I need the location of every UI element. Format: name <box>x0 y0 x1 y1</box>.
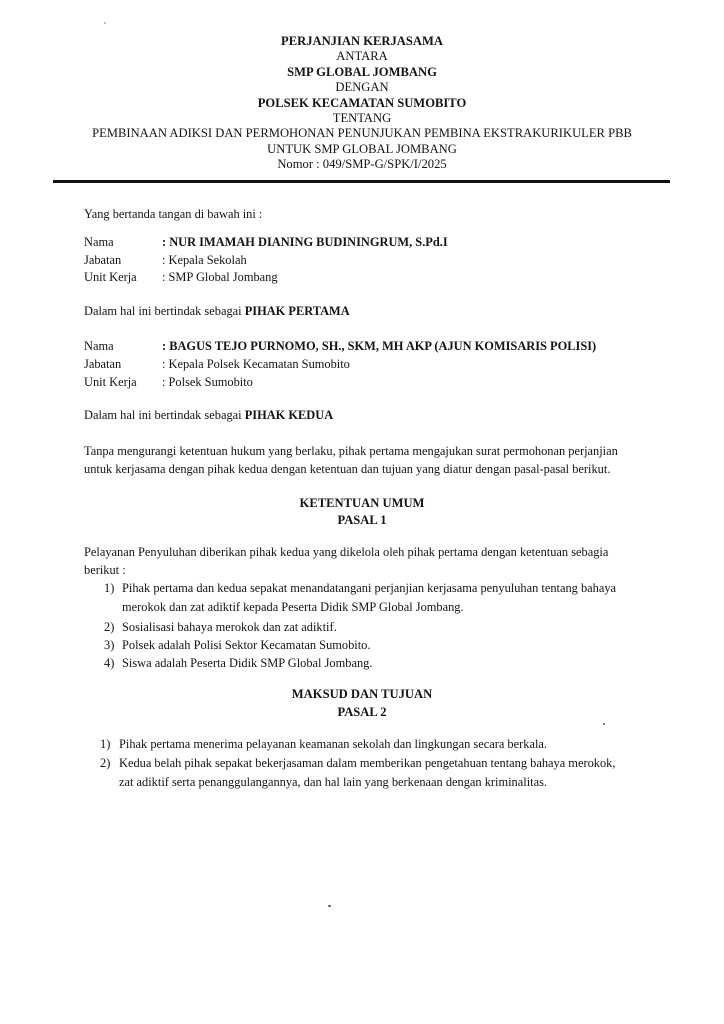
party2-name: : BAGUS TEJO PURNOMO, SH., SKM, MH AKP (AJUN KOMISARIS POLISI) <box>162 339 597 353</box>
party2-role <box>84 407 333 424</box>
list-number: 1) <box>100 737 111 751</box>
pasal2-title: MAKSUD DAN TUJUAN <box>291 687 433 701</box>
header-party-2: POLSEK KECAMATAN SUMOBITO <box>257 95 467 110</box>
header-subject: PEMBINAAN ADIKSI DAN PERMOHONAN PENUNJUKAN PEMBINA EKSTRAKURIKULER PBB <box>92 126 632 141</box>
party2-position: : Kepala Polsek Kecamatan Sumobito <box>162 357 350 371</box>
party2-unit: : Polsek Sumobito <box>162 375 253 389</box>
label-nama: Nama <box>84 235 114 249</box>
list-number: 2) <box>100 756 111 770</box>
header-party-1: SMP GLOBAL JOMBANG <box>287 64 437 79</box>
pasal1-list-item <box>104 618 654 637</box>
list-text: Polsek adalah Polisi Sektor Kecamatan Sumobito. <box>122 638 371 652</box>
list-number: 1) <box>104 581 115 595</box>
role-prefix: Dalam hal ini bertindak sebagai <box>84 408 245 422</box>
role-pihak-pertama: PIHAK PERTAMA <box>244 304 350 318</box>
party1-name: : NUR IMAMAH DIANING BUDININGRUM, S.Pd.I <box>162 235 448 249</box>
pasal1-number: PASAL 1 <box>337 513 387 527</box>
pasal1-title: KETENTUAN UMUM <box>299 496 425 510</box>
label-unit-kerja: Unit Kerja <box>84 270 137 284</box>
scan-speck <box>104 22 106 24</box>
header-divider <box>53 180 670 183</box>
scan-speck <box>328 905 331 907</box>
party1-unit: : SMP Global Jombang <box>162 270 278 284</box>
label-unit-kerja: Unit Kerja <box>84 375 137 389</box>
pasal1-list-item <box>104 636 654 655</box>
pasal2-list-item <box>100 735 660 754</box>
list-text: Pihak pertama menerima pelayanan keamanan sekolah dan lingkungan secara berkala. <box>119 737 547 751</box>
header-subject-2: UNTUK SMP GLOBAL JOMBANG <box>267 141 457 156</box>
party1-position: : Kepala Sekolah <box>162 253 247 267</box>
list-text: Sosialisasi bahaya merokok dan zat adiktif. <box>122 620 337 634</box>
pasal2-number: PASAL 2 <box>337 705 387 719</box>
list-number: 4) <box>104 656 115 670</box>
label-jabatan: Jabatan <box>84 253 122 267</box>
pasal1-intro-line-1: Pelayanan Penyuluhan diberikan pihak kedua yang dikelola oleh pihak pertama dengan ketentuan sebagia <box>84 545 609 559</box>
header-dengan: DENGAN <box>335 80 389 95</box>
list-text-line-2: zat adiktif serta penanggulangannya, dan hal lain yang berkenaan dengan kriminalitas. <box>119 775 548 789</box>
list-number: 3) <box>104 638 115 652</box>
preamble-line-1: Tanpa mengurangi ketentuan hukum yang berlaku, pihak pertama mengajukan surat permohonan perjanjian <box>84 444 618 458</box>
list-number: 2) <box>104 620 115 634</box>
party1-role <box>84 303 350 320</box>
header-title: PERJANJIAN KERJASAMA <box>281 34 443 48</box>
pasal1-intro-line-2: berikut : <box>84 563 126 577</box>
document-header <box>0 34 724 173</box>
role-prefix: Dalam hal ini bertindak sebagai <box>84 304 245 318</box>
intro-text: Yang bertanda tangan di bawah ini : <box>84 207 263 221</box>
preamble-line-2: untuk kerjasama dengan pihak kedua dengan ketentuan dan tujuan yang diatur dengan pasal-pasal berikut. <box>84 462 611 476</box>
list-text-line-1: Kedua belah pihak sepakat bekerjasaman dalam memberikan pengetahuan tentang bahaya merokok, <box>119 756 616 770</box>
pasal2-list-item <box>100 754 660 792</box>
list-text-line-1: Pihak pertama dan kedua sepakat menandatangani perjanjian kerjasama penyuluhan tentang bahaya <box>122 581 617 595</box>
scan-speck <box>603 723 605 725</box>
label-jabatan: Jabatan <box>84 357 122 371</box>
pasal1-list-item <box>104 654 654 673</box>
pasal1-list-item <box>104 579 654 617</box>
header-tentang: TENTANG <box>332 111 392 126</box>
list-text: Siswa adalah Peserta Didik SMP Global Jombang. <box>122 656 373 670</box>
role-pihak-kedua: PIHAK KEDUA <box>244 408 334 422</box>
document-number: Nomor : 049/SMP-G/SPK/I/2025 <box>277 157 447 172</box>
header-antara: ANTARA <box>336 49 388 64</box>
list-text-line-2: merokok dan zat adiktif kepada Peserta Didik SMP Global Jombang. <box>122 600 464 614</box>
label-nama: Nama <box>84 339 114 353</box>
